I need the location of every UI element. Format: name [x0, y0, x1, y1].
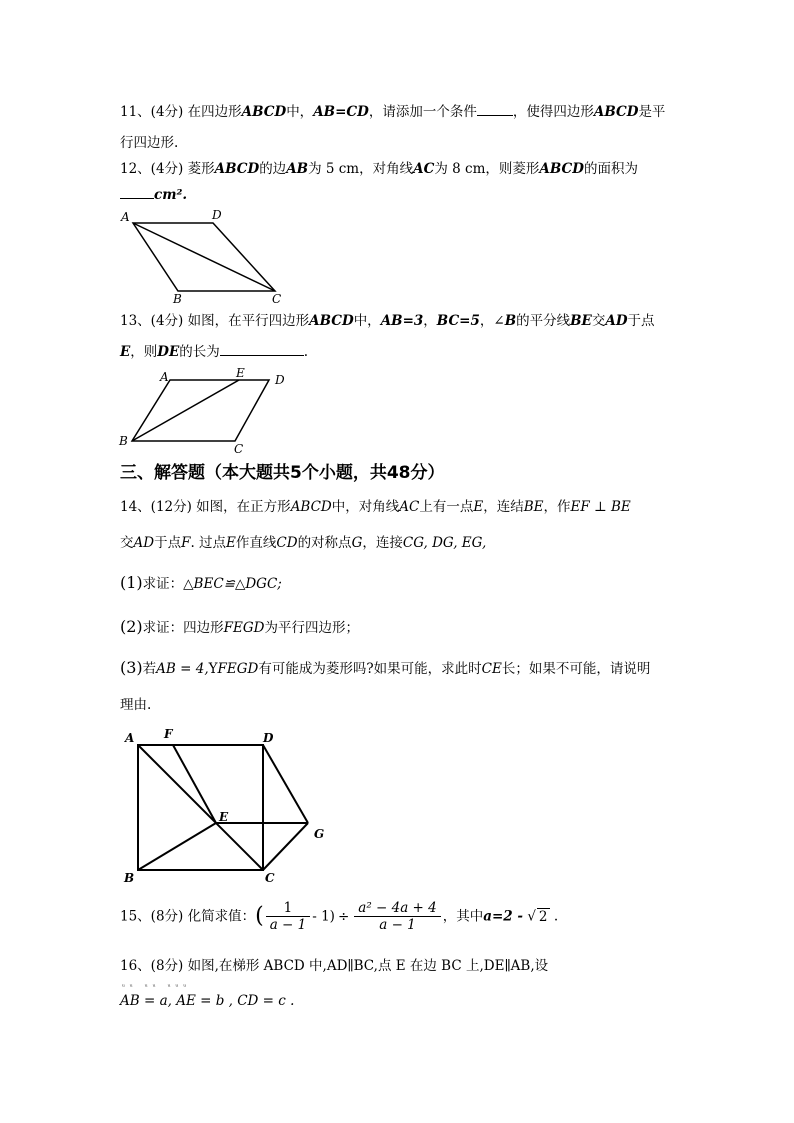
q13-sep: ，: [423, 313, 437, 329]
q15-cond: a=2 -: [483, 908, 524, 925]
q14-line1: [120, 497, 631, 517]
q14-line2e: 的对称点: [297, 535, 352, 551]
q13-be: BE: [570, 313, 592, 329]
q11-line2: [120, 133, 178, 153]
figure-q14-square: [118, 725, 338, 885]
q14-part3-line2: [120, 695, 151, 715]
fig14-label-c: C: [265, 871, 275, 885]
fig14-label-b: B: [124, 871, 135, 885]
q12-ac: AC: [413, 161, 435, 177]
fig14-label-d: D: [263, 731, 274, 745]
q13-c2: BC=5: [436, 313, 480, 329]
q12-line2: [120, 184, 187, 205]
q13-line2a: ，则: [130, 344, 158, 360]
q14-p1-stmt: △BEC≌△DGC;: [183, 576, 282, 592]
q13-mid3: 的平分线: [516, 313, 571, 329]
q15-line: [120, 900, 558, 933]
q14-be: BE: [523, 499, 544, 515]
fig13-label-e: E: [236, 366, 245, 380]
q15-frac2-num: a² − 4a + 4: [354, 900, 440, 917]
fig13-label-b: B: [119, 434, 128, 448]
q12-answer-blank[interactable]: [120, 184, 154, 199]
q15-sqrt-sign: √: [527, 908, 536, 925]
q14-p3-reason: 理由.: [120, 697, 152, 713]
q14-g: G: [351, 535, 363, 551]
q14-ad: AD: [133, 535, 155, 551]
fig13-label-d: D: [275, 373, 285, 387]
fig13-label-c: C: [234, 442, 244, 456]
q14-line1d: ，连结: [483, 499, 524, 515]
q14-p2-num: (2): [120, 617, 143, 636]
q14-line2b: 于点: [154, 535, 182, 551]
figure-q12-rhombus: [115, 205, 295, 306]
q11-quad2: ABCD: [593, 104, 639, 120]
q11-mid1: 中，: [286, 104, 314, 120]
q15-div: ÷: [337, 908, 350, 925]
q14-p2-tail: 为平行四边形；: [264, 620, 360, 636]
q14-p2-label: 求证：四边形: [142, 620, 224, 636]
figure-q13-parallelogram: [115, 366, 295, 456]
q16-text: 16、(8分) 如图,在梯形 ABCD 中,AD∥BC,点 E 在边 BC 上,DE∥AB,设: [120, 958, 549, 974]
q14-p3-if: 若: [142, 661, 157, 677]
q15-lparen: (: [255, 903, 264, 929]
q11-tail: 是平: [638, 104, 666, 120]
fig14-label-f: F: [164, 727, 173, 741]
fig14-label-e: E: [219, 810, 229, 824]
q13-line2: [120, 341, 308, 362]
q14-f: F: [181, 535, 191, 551]
q15-sqrt-radicand: 2: [538, 909, 548, 925]
fig12-label-d: D: [212, 208, 222, 222]
q12-quad: ABCD: [214, 161, 260, 177]
q14-line1e: ，作: [543, 499, 571, 515]
q14-line2a: 交: [120, 535, 134, 551]
q14-e: E: [473, 499, 484, 515]
q15-mid: ，其中: [442, 908, 484, 925]
q12-quad2: ABCD: [539, 161, 584, 177]
q13-ad: AD: [605, 313, 628, 329]
q14-p3-ce: CE: [481, 661, 502, 677]
q13-e: E: [120, 344, 131, 360]
q14-ac: AC: [399, 499, 420, 515]
q13-line2b: 的长为: [179, 344, 220, 360]
q15-frac1-den: a − 1: [269, 917, 307, 933]
q14-abcd: ABCD: [290, 499, 332, 515]
q14-p3-y: Y: [208, 661, 218, 677]
q16-vector-marks: ᵘᵘ ᵘᵘ ᵘᵘᵘ: [122, 983, 191, 991]
q14-p3-question: 有可能成为菱形吗?如果可能，求此时: [258, 661, 482, 677]
fig12-label-a: A: [121, 210, 130, 224]
q12-mid3: 为 8 cm，则菱形: [434, 161, 540, 177]
q11-cond: AB=CD: [313, 104, 369, 120]
fig14-label-a: A: [125, 731, 135, 745]
q16-line2: [120, 991, 294, 1011]
q14-e2: E: [226, 535, 236, 551]
q14-line2c: . 过点: [190, 535, 227, 551]
q11-mid2: ，请添加一个条件: [368, 104, 477, 120]
q13-quad: ABCD: [309, 313, 354, 329]
q14-line1c: 上有一点: [419, 499, 474, 515]
q13-mid4: 交: [591, 313, 606, 329]
q14-line2: [120, 533, 486, 553]
fig13-label-a: A: [160, 370, 169, 384]
q12-mid2: 为 5 cm，对角线: [308, 161, 414, 177]
q15-minus-one: - 1): [312, 908, 335, 925]
fig14-label-g: G: [314, 827, 325, 841]
q15-prefix: 15、(8分) 化简求值：: [120, 908, 256, 925]
q12-line1: [120, 159, 638, 179]
q15-fraction-1: [266, 900, 311, 933]
q14-efbe: EF ⊥ BE: [570, 499, 631, 515]
q14-p3-num: (3): [120, 658, 143, 677]
q14-line1b: 中，对角线: [331, 499, 400, 515]
q13-angle: B: [504, 313, 517, 329]
q11-line2-text: 行四边形.: [120, 135, 179, 151]
q13-c1: AB=3: [380, 313, 424, 329]
q14-p3-tail: 长；如果不可能，请说明: [501, 661, 651, 677]
q14-p1-num: (1): [120, 573, 143, 592]
q12-ab: AB: [286, 161, 309, 177]
q16-line1: [120, 956, 548, 976]
q14-part1: [120, 573, 282, 594]
q13-tail: 于点: [627, 313, 655, 329]
q11-line1: [120, 101, 665, 122]
q13-mid2: ，∠: [479, 313, 505, 329]
q14-p3-quad: FEGD: [217, 661, 259, 677]
q13-de: DE: [157, 344, 180, 360]
q13-line1: [120, 311, 655, 331]
q14-p3-cond: AB = 4,: [156, 661, 209, 677]
q13-prefix: 13、(4分) 如图，在平行四边形: [120, 313, 310, 329]
q14-part3: [120, 658, 650, 679]
q11-mid3: ，使得四边形: [512, 104, 594, 120]
q15-frac2-den: a − 1: [379, 917, 416, 933]
q13-end: .: [303, 344, 309, 360]
q12-prefix: 12、(4分) 菱形: [120, 161, 215, 177]
fig12-label-b: B: [173, 292, 182, 306]
q14-p1-label: 求证：: [142, 576, 184, 592]
q11-prefix: 11、(4分) 在四边形: [120, 104, 242, 120]
q14-line2f: ，连接: [362, 535, 403, 551]
q13-answer-blank[interactable]: [220, 341, 304, 356]
q13-mid1: 中，: [353, 313, 381, 329]
q14-line1a: 14、(12分) 如图，在正方形: [120, 499, 291, 515]
q14-cg: CG, DG, EG,: [402, 535, 487, 551]
q14-line2d: 作直线: [235, 535, 277, 551]
q12-mid1: 的边: [259, 161, 287, 177]
q12-unit: cm².: [154, 187, 188, 203]
q14-part2: [120, 617, 359, 638]
q12-tail: 的面积为: [584, 161, 638, 177]
q14-cd: CD: [276, 535, 298, 551]
q11-quad: ABCD: [241, 104, 287, 120]
q15-end: .: [553, 908, 559, 925]
q15-fraction-2: [354, 900, 440, 933]
q16-vectors: AB = a, AE = b , CD = c .: [120, 993, 295, 1009]
q15-frac1-num: 1: [266, 900, 311, 917]
q14-p2-quad: FEGD: [223, 620, 265, 636]
fig12-label-c: C: [272, 292, 282, 306]
section-3-heading: 三、解答题（本大题共5个小题，共48分）: [120, 463, 445, 483]
q11-answer-blank[interactable]: [477, 101, 513, 116]
